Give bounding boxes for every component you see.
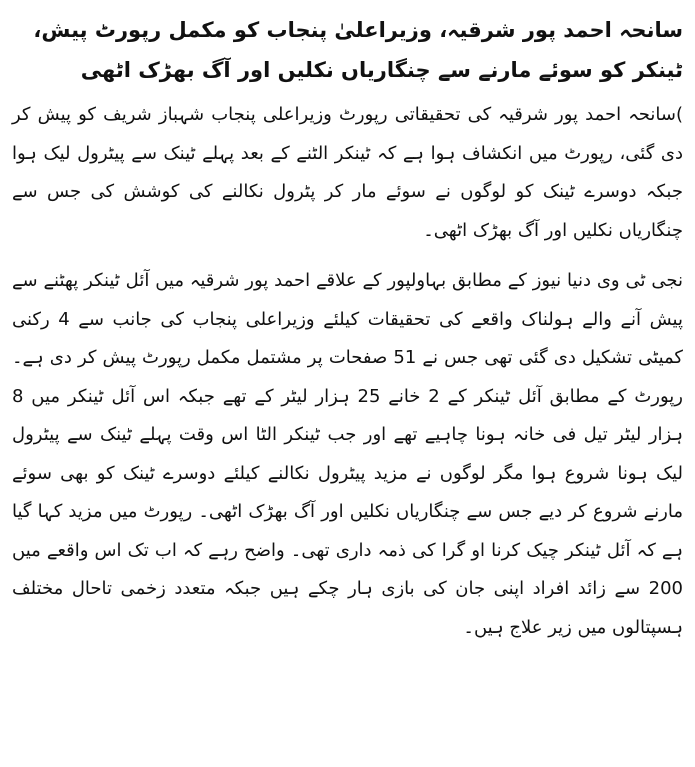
article-paragraph: نجی ٹی وی دنیا نیوز کے مطابق بہاولپور کے علاقے احمد پور شرقیہ میں آئل ٹینکر پھٹنے سے پیش آنے والے ہولناک واقعے کی تحقیقات کیلئے وزیراعلی پنجاب کی جانب سے 4 رکنی کمیٹی تشکیل دی گئی تھی جس نے 51 صفحات پر مشتمل مکمل رپورٹ پیش کر دی ہے۔ رپورٹ کے مطابق آئل ٹینکر کے 2 خانے 25 ہزار لیٹر کے تھے جبکہ اس آئل ٹینکر میں 8 ہزار لیٹر تیل فی خانہ ہونا چاہیے تھے اور جب ٹینکر الٹا اس وقت پہلے ٹینک سے پیٹرول لیک ہونا شروع ہوا مگر لوگوں نے مزید پیٹرول نکالنے کیلئے دوسرے ٹینک کو بھی سوئے مارنے شروع کر دیے جس سے چنگاریاں نکلیں اور آگ بھڑک اٹھی۔ رپورٹ میں مزید کہا گیا ہے کہ آئل ٹینکر چیک کرنا او گرا کی ذمہ داری تھی۔ واضح رہے کہ اب تک اس واقعے میں 200 سے زائد افراد اپنی جان کی بازی ہار چکے ہیں جبکہ متعدد زخمی تاحال مختلف ہسپتالوں میں زیر علاج ہیں۔	[12, 270, 684, 638]
headline: سانحہ احمد پور شرقیہ، وزیراعلیٰ پنجاب کو مکمل رپورٹ پیش، ٹینکر کو سوئے مارنے سے چنگاریاں نکلیں اور آگ بھڑک اٹھی	[33, 18, 683, 82]
article-paragraph: )سانحہ احمد پور شرقیہ کی تحقیقاتی رپورٹ وزیراعلی پنجاب شہباز شریف کو پیش کر دی گئی، رپورٹ میں انکشاف ہوا ہے کہ ٹینکر الٹنے کے بعد پہلے ٹینک سے پیٹرول لیک ہوا جبکہ دوسرے ٹینک کو لوگوں نے سوئے مار کر پٹرول نکالنے کی کوشش کی جس سے چنگاریاں نکلیں اور آگ بھڑک اٹھی۔	[12, 104, 683, 241]
